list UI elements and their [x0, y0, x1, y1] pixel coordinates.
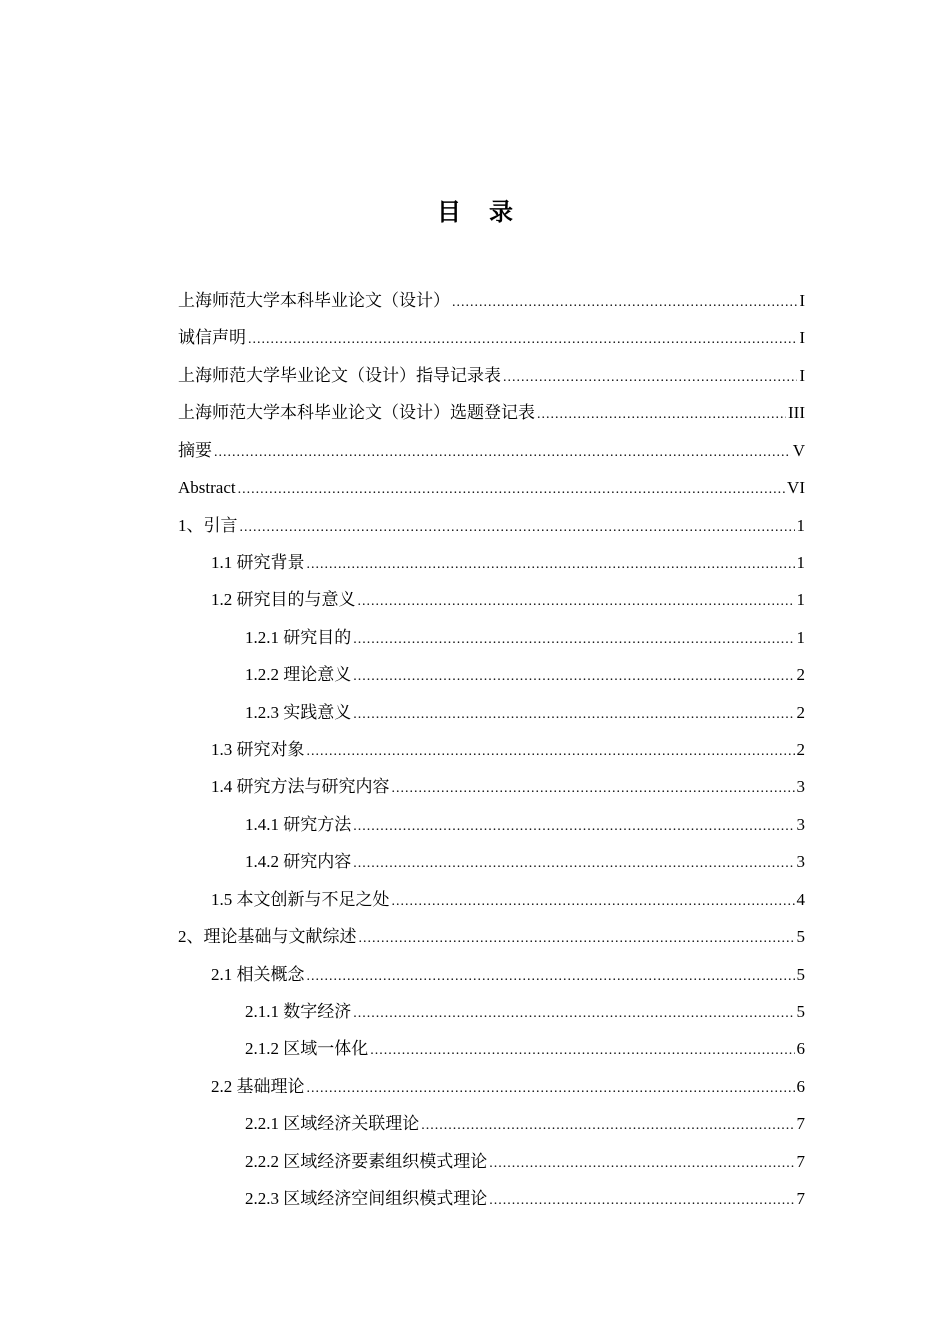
toc-dot-leader: [214, 441, 791, 465]
toc-dot-leader: [359, 927, 795, 951]
toc-entry-label: 2.1 相关概念: [211, 964, 305, 984]
toc-dot-leader: [537, 403, 786, 427]
toc-entry[interactable]: [211, 775, 805, 799]
toc-entry[interactable]: [245, 1112, 805, 1136]
toc-entry-label: 1、引言: [178, 515, 238, 535]
toc-entry-page: 1: [796, 590, 805, 610]
toc-entry-label: 2.2.2 区域经济要素组织模式理论: [245, 1151, 488, 1171]
toc-entry-label: 诚信声明: [178, 328, 246, 348]
toc-entry[interactable]: [245, 626, 805, 650]
toc-entry[interactable]: [178, 925, 805, 949]
toc-entry[interactable]: [178, 364, 805, 388]
toc-entry-page: 1: [796, 552, 805, 572]
toc-dot-leader: [392, 777, 795, 801]
toc-entry[interactable]: [245, 1187, 805, 1211]
toc-entry-page: 6: [796, 1039, 805, 1059]
toc-entry-page: 1: [796, 627, 805, 647]
toc-entry-label: 1.4.1 研究方法: [245, 814, 352, 834]
toc-dot-leader: [353, 628, 794, 652]
toc-dot-leader: [370, 1039, 794, 1063]
toc-entry-page: I: [799, 365, 805, 385]
toc-entry-page: 3: [796, 852, 805, 872]
toc-entry[interactable]: [211, 963, 805, 987]
toc-entry-page: I: [799, 328, 805, 348]
toc-dot-leader: [392, 890, 795, 914]
toc-dot-leader: [353, 815, 794, 839]
toc-entry-page: 7: [796, 1114, 805, 1134]
toc-entry-label: 1.2 研究目的与意义: [211, 590, 356, 610]
toc-dot-leader: [240, 516, 795, 540]
toc-entry-label: Abstract: [178, 478, 236, 498]
toc-dot-leader: [307, 965, 795, 989]
toc-entry-page: 5: [796, 964, 805, 984]
toc-entry[interactable]: [211, 888, 805, 912]
toc-entry[interactable]: [178, 289, 805, 313]
toc-entry[interactable]: [211, 551, 805, 575]
toc-entry-page: 2: [796, 740, 805, 760]
toc-entry-label: 1.3 研究对象: [211, 740, 305, 760]
toc-entry-label: 2、理论基础与文献综述: [178, 927, 357, 947]
toc-entry-page: 2: [796, 665, 805, 685]
toc-entry[interactable]: [245, 850, 805, 874]
toc-dot-leader: [503, 366, 797, 390]
toc-dot-leader: [489, 1189, 794, 1213]
toc-dot-leader: [353, 1002, 794, 1026]
toc-entry-page: 3: [796, 777, 805, 797]
toc-entry-page: 2: [796, 702, 805, 722]
toc-title: [0, 192, 950, 227]
toc-entry-page: 7: [796, 1189, 805, 1209]
toc-entry-label: 1.4 研究方法与研究内容: [211, 777, 390, 797]
toc-entry-page: 3: [796, 814, 805, 834]
toc-dot-leader: [489, 1152, 794, 1176]
toc-title-char-2: 录: [489, 198, 513, 226]
toc-dot-leader: [452, 291, 797, 315]
toc-entry[interactable]: [245, 1037, 805, 1061]
toc-entry[interactable]: [178, 439, 805, 463]
toc-entry[interactable]: [245, 813, 805, 837]
toc-entry-page: 1: [796, 515, 805, 535]
toc-entry-label: 上海师范大学本科毕业论文（设计）选题登记表: [178, 403, 535, 423]
toc-dot-leader: [238, 478, 785, 502]
toc-dot-leader: [307, 1077, 795, 1101]
toc-entry-page: I: [799, 291, 805, 310]
toc-entry[interactable]: [245, 663, 805, 687]
toc-entry-label: 1.5 本文创新与不足之处: [211, 889, 390, 909]
toc-entry[interactable]: [245, 701, 805, 725]
toc-entry-label: 上海师范大学毕业论文（设计）指导记录表: [178, 365, 501, 385]
toc-entry-page: 5: [796, 927, 805, 947]
toc-dot-leader: [307, 740, 795, 764]
toc-dot-leader: [353, 665, 794, 689]
toc-entry-label: 1.1 研究背景: [211, 552, 305, 572]
toc-entry[interactable]: [211, 1075, 805, 1099]
toc-dot-leader: [248, 328, 797, 352]
toc-entry-label: 1.4.2 研究内容: [245, 852, 352, 872]
toc-entry-label: 2.2.1 区域经济关联理论: [245, 1114, 420, 1134]
toc-dot-leader: [358, 590, 795, 614]
toc-entry-page: VI: [787, 478, 805, 498]
toc-entry[interactable]: [211, 738, 805, 762]
toc-entry-page: 6: [796, 1076, 805, 1096]
toc-entry-page: III: [788, 403, 805, 423]
toc-entry[interactable]: [211, 588, 805, 612]
toc-entry-label: 上海师范大学本科毕业论文（设计）: [178, 291, 450, 310]
toc-entry[interactable]: [245, 1150, 805, 1174]
toc-entry-page: 4: [796, 889, 805, 909]
toc-dot-leader: [353, 703, 794, 727]
toc-entry-page: 7: [796, 1151, 805, 1171]
toc-entry-page: V: [792, 440, 805, 460]
toc-entry[interactable]: [178, 514, 805, 538]
toc-entry-label: 摘要: [178, 440, 212, 460]
toc-entry-label: 1.2.2 理论意义: [245, 665, 352, 685]
toc-entry[interactable]: [178, 401, 805, 425]
toc-dot-leader: [421, 1114, 794, 1138]
toc-entry-label: 2.1.1 数字经济: [245, 1001, 352, 1021]
toc-entry-label: 2.1.2 区域一体化: [245, 1039, 369, 1059]
toc-entry[interactable]: [178, 326, 805, 350]
toc-entry-label: 1.2.3 实践意义: [245, 702, 352, 722]
toc-entry-label: 1.2.1 研究目的: [245, 627, 352, 647]
toc-entry[interactable]: [245, 1000, 805, 1024]
toc-entry-label: 2.2 基础理论: [211, 1076, 305, 1096]
toc-entry[interactable]: [178, 476, 805, 500]
toc-dot-leader: [307, 553, 795, 577]
toc-entry-page: 5: [796, 1001, 805, 1021]
toc-entry-label: 2.2.3 区域经济空间组织模式理论: [245, 1189, 488, 1209]
toc-title-char-1: 目: [437, 198, 461, 226]
toc-dot-leader: [353, 852, 794, 876]
